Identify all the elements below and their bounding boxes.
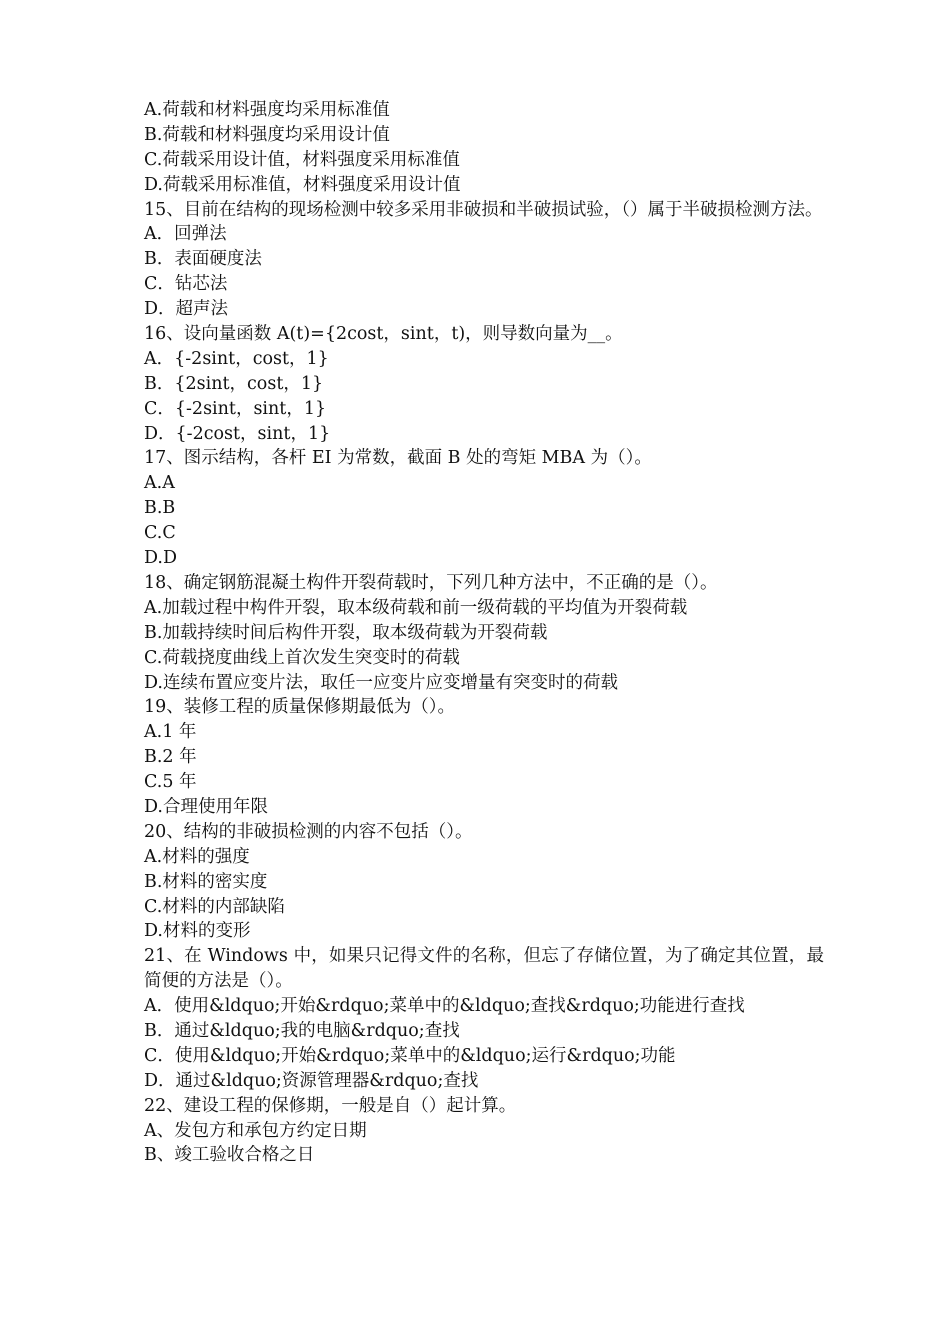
- q16-option-a: A．{-2sint，cost，1}: [144, 348, 329, 369]
- q17-option-d: D.D: [144, 548, 178, 569]
- option-a: A.荷载和材料强度均采用标准值: [144, 100, 390, 120]
- q15-option-d: D．超声法: [144, 299, 229, 320]
- q17-option-c: C.C: [144, 523, 176, 544]
- q22-option-a: A、发包方和承包方约定日期: [144, 1120, 367, 1141]
- question-21-stem: 21、在 Windows 中，如果只记得文件的名称，但忘了存储位置，为了确定其位置，最简便的方法是（）。: [144, 946, 824, 992]
- q17-option-b: B.B: [144, 498, 176, 519]
- q18-option-a: A.加载过程中构件开裂，取本级荷载和前一级荷载的平均值为开裂荷载: [144, 597, 688, 618]
- q15-option-a: A．回弹法: [144, 224, 227, 245]
- question-15-stem: 15、目前在结构的现场检测中较多采用非破损和半破损试验，（）属于半破损检测方法。: [144, 199, 823, 220]
- question-18-stem: 18、确定钢筋混凝土构件开裂荷载时，下列几种方法中，不正确的是（）。: [144, 572, 718, 593]
- question-20-stem: 20、结构的非破损检测的内容不包括（）。: [144, 821, 473, 842]
- q20-option-b: B.材料的密实度: [144, 871, 268, 892]
- q16-option-c: C．{-2sint，sint，1}: [144, 398, 327, 419]
- q21-option-a: A．使用&ldquo;开始&rdquo;菜单中的&ldquo;查找&rdquo;功能进行查找: [144, 996, 745, 1017]
- q16-option-d: D．{-2cost，sint，1}: [144, 423, 331, 444]
- q16-option-b: B．{2sint，cost，1}: [144, 373, 324, 394]
- q21-option-c: C．使用&ldquo;开始&rdquo;菜单中的&ldquo;运行&rdquo;功能: [144, 1045, 676, 1066]
- q18-option-c: C.荷载挠度曲线上首次发生突变时的荷载: [144, 647, 460, 668]
- q18-option-d: D.连续布置应变片法，取任一应变片应变增量有突变时的荷载: [144, 672, 618, 693]
- q21-option-d: D．通过&ldquo;资源管理器&rdquo;查找: [144, 1070, 479, 1091]
- q15-option-c: C．钻芯法: [144, 274, 228, 295]
- question-22-stem: 22、建设工程的保修期，一般是自（）起计算。: [144, 1095, 517, 1116]
- question-19-stem: 19、装修工程的质量保修期最低为（）。: [144, 697, 456, 718]
- q19-option-b: B.2 年: [144, 747, 197, 768]
- q19-option-c: C.5 年: [144, 772, 197, 793]
- q22-option-b: B、竣工验收合格之日: [144, 1145, 315, 1166]
- option-d: D.荷载采用标准值，材料强度采用设计值: [144, 174, 461, 195]
- q20-option-d: D.材料的变形: [144, 921, 251, 942]
- option-b: B.荷载和材料强度均采用设计值: [144, 124, 390, 145]
- q15-option-b: B．表面硬度法: [144, 249, 262, 270]
- q21-option-b: B．通过&ldquo;我的电脑&rdquo;查找: [144, 1021, 460, 1041]
- q17-option-a: A.A: [144, 473, 175, 494]
- question-17-stem: 17、图示结构，各杆 EI 为常数，截面 B 处的弯矩 MBA 为（）。: [144, 448, 652, 469]
- q20-option-c: C.材料的内部缺陷: [144, 896, 285, 917]
- question-16-stem: 16、设向量函数 A(t)={2cost，sint，t)，则导数向量为__。: [144, 324, 623, 345]
- option-c: C.荷载采用设计值，材料强度采用标准值: [144, 149, 460, 170]
- q19-option-a: A.1 年: [144, 722, 197, 743]
- document-page: [144, 98, 824, 1168]
- q18-option-b: B.加载持续时间后构件开裂，取本级荷载为开裂荷载: [144, 622, 548, 643]
- q19-option-d: D.合理使用年限: [144, 796, 268, 817]
- q20-option-a: A.材料的强度: [144, 846, 250, 867]
